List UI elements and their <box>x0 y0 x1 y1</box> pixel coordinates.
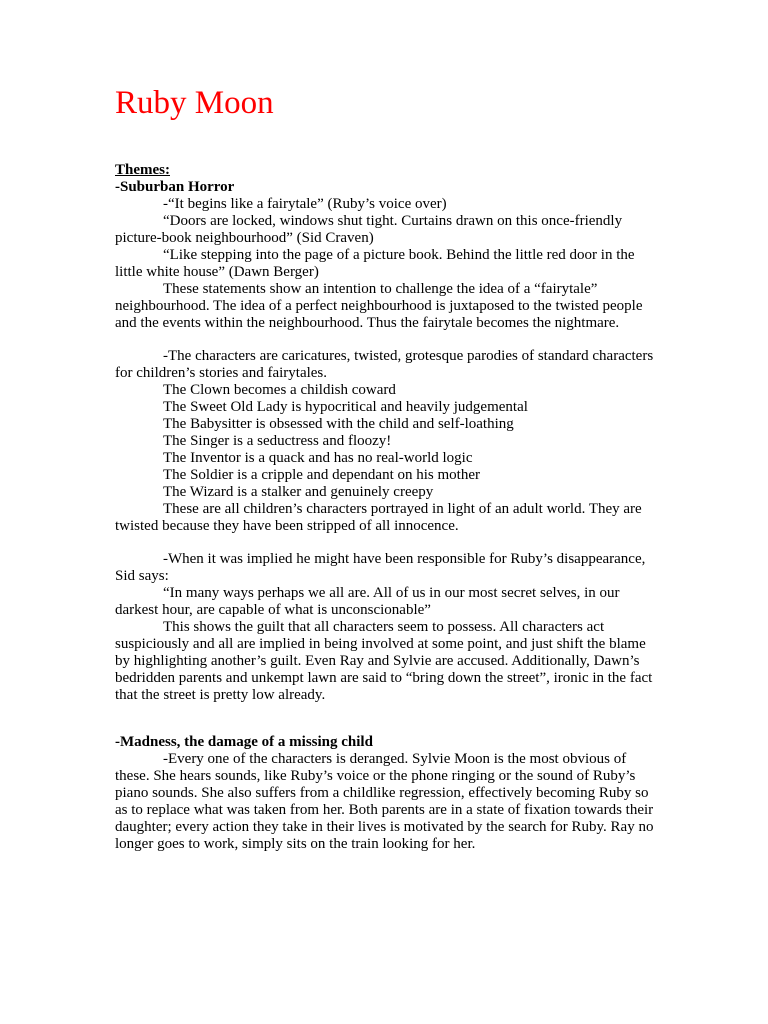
character-line-babysitter: The Babysitter is obsessed with the child and self-loathing <box>163 416 514 432</box>
themes-heading: Themes: <box>115 162 170 178</box>
document-content <box>115 84 662 853</box>
suburban-horror-heading: -Suburban Horror <box>115 179 235 195</box>
madness-heading: -Madness, the damage of a missing child <box>115 734 373 750</box>
character-line-singer: The Singer is a seductress and floozy! <box>163 433 392 449</box>
spacer <box>115 704 662 734</box>
character-line-sweet-old-lady: The Sweet Old Lady is hypocritical and heavily judgemental <box>163 399 528 415</box>
document-body <box>115 162 662 853</box>
spacer <box>115 332 662 348</box>
characters-intro-paragraph: -The characters are caricatures, twisted, grotesque parodies of standard characters for children’s stories and fairytales. <box>115 348 654 381</box>
guilt-intro-paragraph: -When it was implied he might have been responsible for Ruby’s disappearance, Sid says: <box>115 551 646 584</box>
characters-analysis-paragraph: These are all children’s characters portrayed in light of an adult world. They are twisted because they have been stripped of all innocence. <box>115 501 642 534</box>
fairytale-analysis-paragraph: These statements show an intention to challenge the idea of a “fairytale” neighbourhood. The idea of a perfect neighbourhood is juxtaposed to the twisted people and the events within the neighbourhood. Thus the fairytale becomes the nightmare. <box>115 281 643 331</box>
guilt-quote-paragraph: “In many ways perhaps we all are. All of us in our most secret selves, in our darkest hour, are capable of what is unconscionable” <box>115 585 620 618</box>
document-title: Ruby Moon <box>115 85 274 121</box>
character-line-clown: The Clown becomes a childish coward <box>163 382 396 398</box>
spacer <box>115 535 662 551</box>
quote-dawn-berger: “Like stepping into the page of a picture book. Behind the little red door in the little white house” (Dawn Berger) <box>115 247 635 280</box>
character-line-soldier: The Soldier is a cripple and dependant on his mother <box>163 467 480 483</box>
madness-analysis-paragraph: -Every one of the characters is deranged. Sylvie Moon is the most obvious of these. She hears sounds, like Ruby’s voice or the phone ringing or the sound of Ruby’s piano sounds. She also suffers from a childlike regression, effectively becoming Ruby so as to replace what was taken from her. Both parents are in a state of fixation towards their daughter; every action they take in their lives is motivated by the search for Ruby. Ray no longer goes to work, simply sits on the train looking for her. <box>115 751 654 852</box>
quote-ruby-voice-over: -“It begins like a fairytale” (Ruby’s voice over) <box>163 196 447 212</box>
guilt-analysis-paragraph: This shows the guilt that all characters seem to possess. All characters act suspiciously and all are implied in being involved at some point, and just shift the blame by highlighting another’s guilt. Even Ray and Sylvie are accused. Additionally, Dawn’s bedridden parents and unkempt lawn are said to “bring down the street”, ironic in the fact that the street is pretty low already. <box>115 619 653 703</box>
quote-sid-craven: “Doors are locked, windows shut tight. Curtains drawn on this once-friendly picture-book neighbourhood” (Sid Craven) <box>115 213 623 246</box>
character-line-wizard: The Wizard is a stalker and genuinely creepy <box>163 484 434 500</box>
character-line-inventor: The Inventor is a quack and has no real-world logic <box>163 450 473 466</box>
